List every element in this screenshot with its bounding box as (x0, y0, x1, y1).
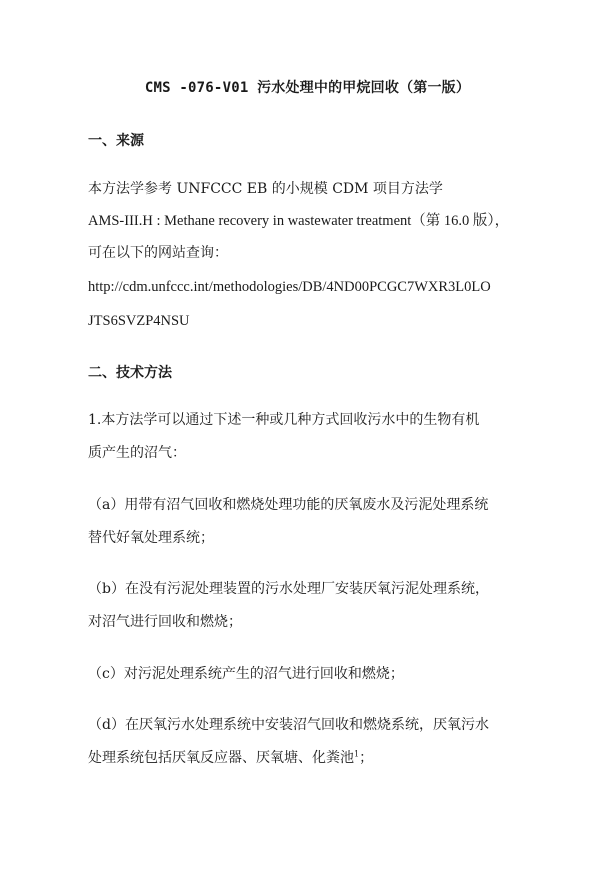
source-line-3: 可在以下的网站查询： (88, 245, 228, 261)
section-heading-source: 一、来源 (88, 133, 144, 149)
document-title: CMS -076-V01 污水处理中的甲烷回收（第一版） (144, 80, 471, 96)
method-item-d-line-2-end: ； (359, 750, 374, 766)
source-line-2: AMS-III.H : Methane recovery in wastewater treatment（第 16.0 版）， (88, 213, 510, 229)
footnote-mark: 1 (354, 749, 360, 759)
method-item-a-line-1: （a）用带有沼气回收和燃烧处理功能的厌氧废水及污泥处理系统 (88, 497, 489, 513)
method-para-1-line-1: 1.本方法学可以通过下述一种或几种方式回收污水中的生物有机 (88, 412, 480, 428)
source-url-line-1: http://cdm.unfccc.int/methodologies/DB/4ND00PCGC7WXR3L0LO (88, 279, 491, 295)
method-item-c-line-1: （c）对污泥处理系统产生的沼气进行回收和燃烧； (88, 666, 404, 682)
method-item-d-line-1: （d）在厌氧污水处理系统中安装沼气回收和燃烧系统，厌氧污水 (88, 717, 489, 733)
method-item-d-line-2-text: 处理系统包括厌氧反应器、厌氧塘、化粪池 (88, 750, 354, 766)
method-para-1-line-2: 质产生的沼气： (88, 445, 186, 461)
source-line-1: 本方法学参考 UNFCCC EB 的小规模 CDM 项目方法学 (88, 181, 443, 197)
source-url-line-2: JTS6SVZP4NSU (88, 313, 190, 329)
method-item-a-line-2: 替代好氧处理系统； (88, 530, 214, 546)
method-item-b-line-2: 对沼气进行回收和燃烧； (88, 614, 242, 630)
section-heading-method: 二、技术方法 (88, 365, 172, 381)
method-item-d-line-2 (88, 748, 373, 768)
method-item-b-line-1: （b）在没有污泥处理装置的污水处理厂安装厌氧污泥处理系统， (88, 581, 489, 597)
